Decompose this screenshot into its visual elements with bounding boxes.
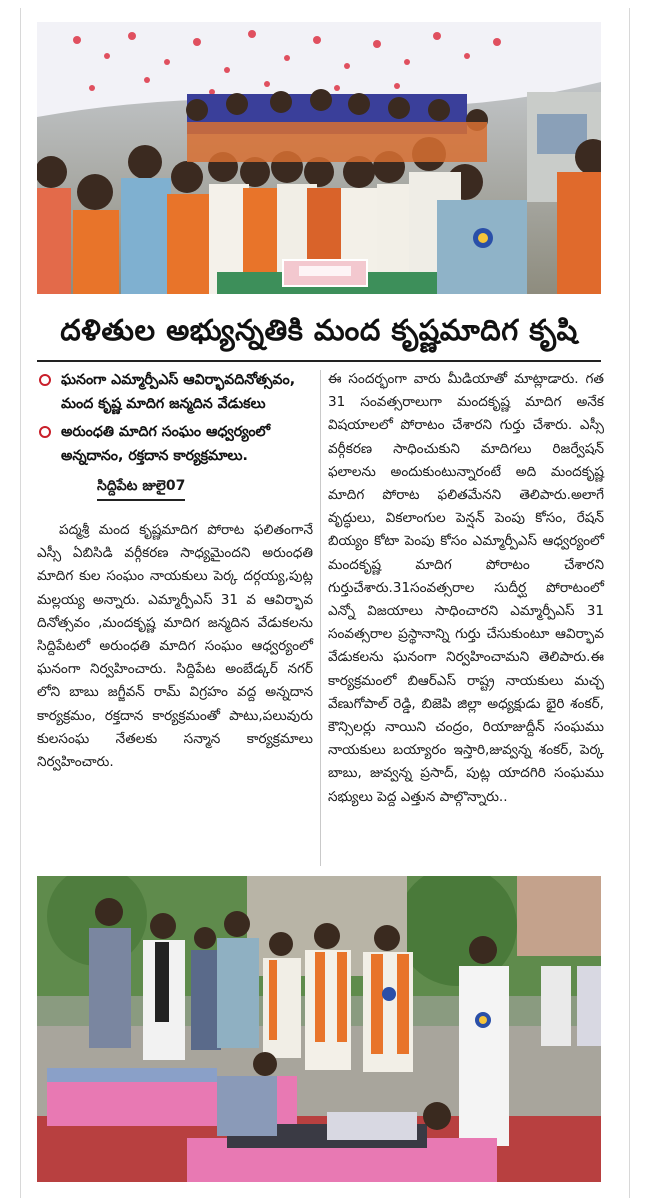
- headline: దళితుల అభ్యున్నతికి మంద కృష్ణమాదిగ కృషి: [60, 313, 578, 347]
- top-photo-cake-cutting: [37, 22, 601, 294]
- highlight-text: ఘనంగా ఎమ్మార్పీఎస్ ఆవిర్భావదినోత్సవం, మంద కృష్ణ మాదిగ జన్మదిన వేడుకలు: [61, 372, 296, 412]
- bullet-circle-icon: [39, 374, 51, 386]
- column-divider: [320, 370, 321, 866]
- right-column: [328, 368, 604, 809]
- body-paragraph-left: పద్మశ్రీ మంద కృష్ణమాదిగ పోరాట ఫలితంగానే ఎస్సీ ఏబిసిడి వర్గీకరణ సాధ్యమైందని అరుంధతి మాదిగ కుల సంఘం నాయకులు పెర్క దర్గయ్య,పుట్ల మల్లయ్య అన్నారు. ఎమ్మార్పీఎస్ 31 వ ఆవిర్భావ దినోత్సవం ,మందకృష్ణ మాదిగ జన్మదిన వేడుకలను సిద్దిపేటలో అరుంధతి మాదిగ సంఘం ఆధ్వర్యంలో ఘనంగా నిర్వహించారు. సిద్దిపేట అంబేడ్కర్ నగర్ లోని బాబు జగ్జీవన్ రామ్ విగ్రహం వద్ద అన్నదాన కార్యక్రమం, రక్తదాన కార్యక్రమంతో పాటు,పలువురు కులసంఘ నేతలకు సన్మాన కార్యక్రమాలు నిర్వహించారు.: [37, 522, 313, 771]
- highlight-item: [37, 368, 313, 416]
- cake-cutting-illustration: [37, 22, 601, 294]
- bullet-circle-icon: [39, 426, 51, 438]
- highlight-text: అరుంధతి మాదిగ సంఘం ఆధ్వర్యంలో అన్నదానం, రక్తదాన కార్యక్రమాలు.: [61, 424, 271, 464]
- body-paragraph-right: ఈ సందర్భంగా వారు మీడియాతో మాట్లాడారు. గత 31 సంవత్సరాలుగా మందకృష్ణ మాదిగ అనేక విషయాలలో పోరాటం చేశారని గుర్తు చేశారు. ఎస్సీ వర్గీకరణ సాధించుకుని మాదిగలు రిజర్వేషన్ ఫలాలను అందుకుంటున్నారంటే అది మందకృష్ణ మాదిగ పోరాట ఫలితమేనని తెలిపారు.అలాగే వృద్ధులు, వికలాంగుల పెన్షన్ పెంపు కోసం, రేషన్ బియ్యం కోటా పెంపు కోసం ఎమ్మార్పీఎస్ ఆధ్వర్యంలో మందకృష్ణ మాదిగ పోరాటం చేశారని గుర్తుచేశారు.31సంవత్సరాల సుదీర్ఘ పోరాటంలో ఎన్నో విజయాలు సాధించారని ఎమ్మార్పీఎస్ 31 సంవత్సరాల ప్రస్థానాన్ని గుర్తు చేసుకుంటూ ఆవిర్భావ వేడుకలను ఘనంగా నిర్వహించామని తెలిపారు.ఈ కార్యక్రమంలో బిఆర్ఎస్ రాష్ట్ర నాయకులు మచ్చ వేణుగోపాల్ రెడ్డి, బిజెపి జిల్లా అధ్యక్షుడు భైరి శంకర్, కౌన్సిలర్లు నాయిని చంద్రం, రియాజుద్దీన్ సంఘము నాయకులు బయ్యారం ఇస్తారి,జువ్వన్న శంకర్, పెర్క బాబు, జువ్వన్న ప్రసాద్, పుట్ల యాదగిరి సంఘము సభ్యులు పెద్ద ఎత్తున పాల్గొన్నారు..: [328, 371, 604, 805]
- highlight-item: [37, 420, 313, 468]
- blood-donation-illustration: [37, 876, 601, 1182]
- left-column: [37, 368, 313, 774]
- dateline: సిద్దిపేట జులై07: [97, 478, 185, 501]
- bottom-photo-blood-donation: [37, 876, 601, 1182]
- headline-rule: [37, 360, 601, 362]
